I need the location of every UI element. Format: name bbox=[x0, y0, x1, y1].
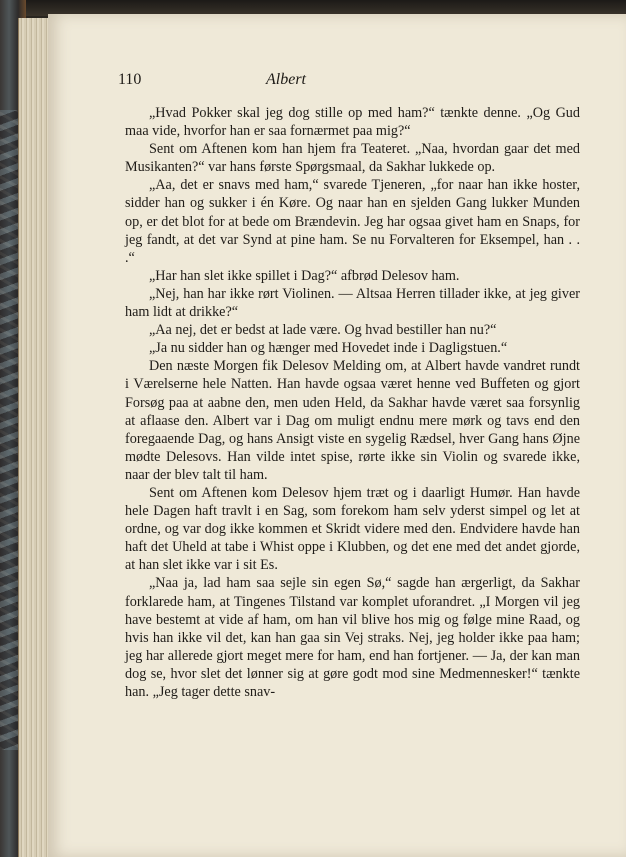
page-number: 110 bbox=[118, 71, 142, 88]
marbled-endpaper bbox=[0, 110, 20, 750]
paragraph: „Hvad Pokker skal jeg dog stille op med ham?“ tænkte denne. „Og Gud maa vide, hvorfor han er saa fornærmet paa mig?“ bbox=[125, 105, 580, 140]
paragraph: Sent om Aftenen kom Delesov hjem træt og i daarligt Humør. Han havde hele Dagen haft travlt i en Sag, som forekom ham selv yderst simpel og let at ordne, og var dog ikke kommen et Skridt videre med den. Endvidere havde han haft det Uheld at tabe i Whist oppe i Klubben, og det ene med det andet gjorde, at han slet ikke var i sit Es. bbox=[125, 484, 580, 574]
paragraph: „Aa, det er snavs med ham,“ svarede Tjeneren, „for naar han ikke hoster, sidder han og sukker i én Køre. Og naar han en sjelden Gang lukker Munden op, er det blot for at bede om Brændevin. Jeg har ogsaa givet ham en Snaps, for jeg fandt, at det var Synd at pine ham. Se nu Forvalteren for Eksempel, han . . .“ bbox=[125, 177, 580, 266]
page-header bbox=[118, 71, 390, 91]
body-text bbox=[125, 104, 580, 701]
paragraph: „Har han slet ikke spillet i Dag?“ afbrød Delesov ham. bbox=[149, 267, 460, 284]
paragraph: „Naa ja, lad ham saa sejle sin egen Sø,“ sagde han ærgerligt, da Sakhar forklarede ham, at Tingenes Tilstand var komplet uforandret. „I Morgen vil jeg have bestemt at vide af ham, om han vil blive hos mig og følge mine Raad, og hvis han ikke vil det, kan han gaa sin Vej straks. Nej, jeg holder ikke paa ham; jeg har allerede gjort meget mere for ham, end han fortjener. — Ja, der kan man dog se, hvor slet det lønner sig at gøre godt mod sine Medmennesker!“ tænkte han. „Jeg tager dette snav- bbox=[125, 575, 580, 700]
paragraph: „Aa nej, det er bedst at lade være. Og hvad bestiller han nu?“ bbox=[149, 322, 497, 339]
running-head-title: Albert bbox=[266, 71, 306, 88]
paragraph: Den næste Morgen fik Delesov Melding om, at Albert havde vandret rundt i Værelserne hele Natten. Han havde ogsaa været henne ved Buffeten og gjort Forsøg paa at aabne den, men uden Held, da Sakhar havde været saa forsynlig at aflaase den. Albert var i Dag om muligt endnu mere mørk og tavs end den foregaaende Dag, og hans Ansigt viste en sygelig Rædsel, hver Gang hans Øjne mødte Delesovs. Han vilde intet spise, rørte ikke sin Violin og svarede ikke, naar der blev talt til ham. bbox=[125, 358, 580, 483]
paragraph: „Nej, han har ikke rørt Violinen. — Altsaa Herren tillader ikke, at jeg giver ham lidt at drikke?“ bbox=[125, 285, 580, 321]
paragraph: „Ja nu sidder han og hænger med Hovedet inde i Dagligstuen.“ bbox=[149, 340, 508, 357]
paragraph: Sent om Aftenen kom han hjem fra Teateret. „Naa, hvordan gaar det med Musikanten?“ var hans første Spørgsmaal, da Sakhar lukkede op. bbox=[125, 141, 580, 176]
